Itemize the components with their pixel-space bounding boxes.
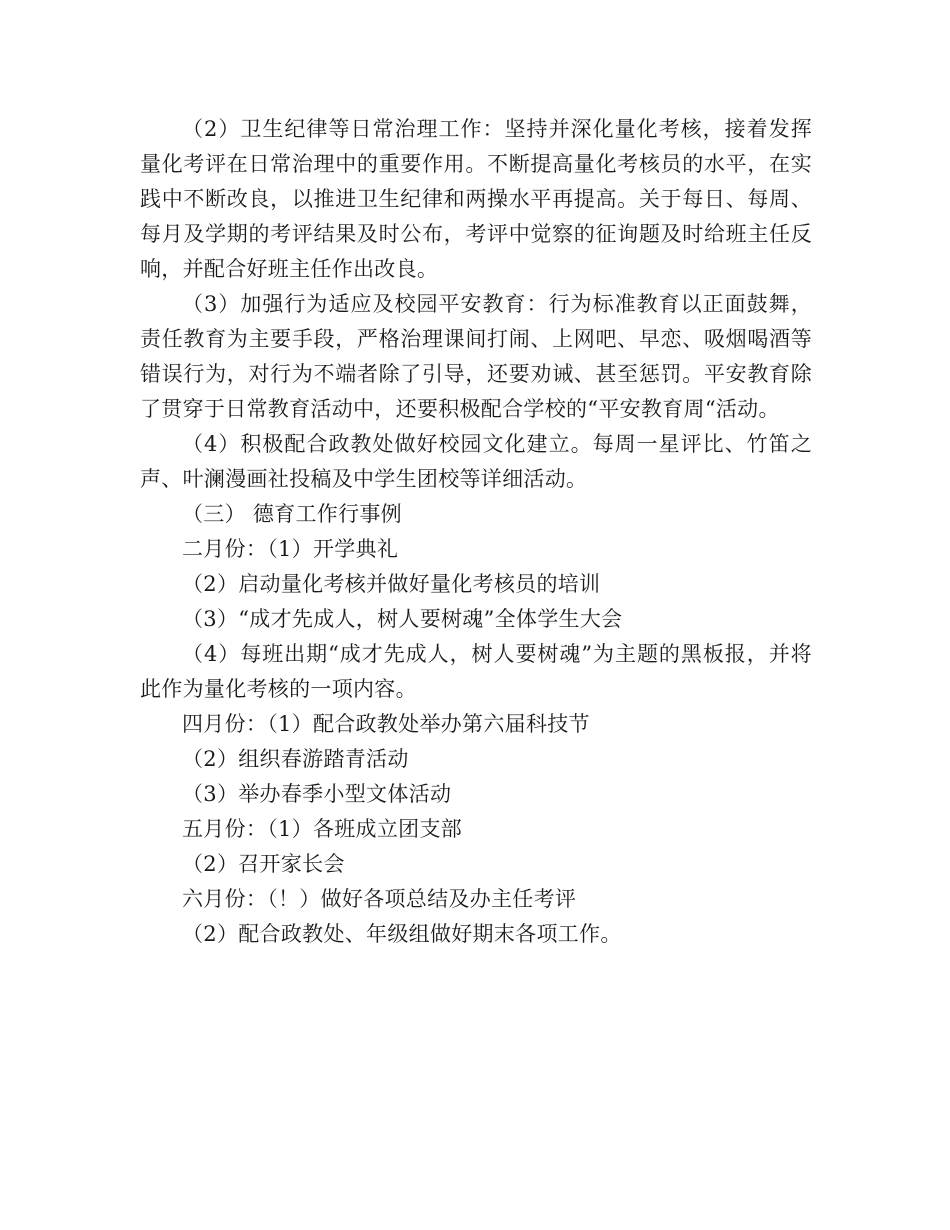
schedule-item: 二月份：（1）开学典礼 — [182, 537, 399, 561]
section-heading: （三） 德育工作行事例 — [182, 502, 402, 526]
document-body — [140, 112, 812, 952]
schedule-item: （2）组织春游踏青活动 — [182, 747, 409, 771]
schedule-item: （2）召开家长会 — [182, 852, 345, 876]
schedule-item: （3）“成才先成人，树人要树魂”全体学生大会 — [182, 607, 623, 631]
paragraph-campus-culture: （4）积极配合政教处做好校园文化建立。每周一星评比、竹笛之声、叶澜漫画社投稿及中学生团校等详细活动。 — [140, 432, 812, 491]
schedule-item: 四月份：（1）配合政教处举办第六届科技节 — [182, 712, 590, 736]
paragraph-hygiene-discipline: （2）卫生纪律等日常治理工作：坚持并深化量化考核，接着发挥量化考评在日常治理中的重要作用。不断提高量化考核员的水平，在实践中不断改良，以推进卫生纪律和两操水平再提高。关于每日、每周、每月及学期的考评结果及时公布，考评中觉察的征询题及时给班主任反响，并配合好班主任作出改良。 — [140, 117, 812, 281]
schedule-item: （2）启动量化考核并做好量化考核员的培训 — [182, 572, 601, 596]
schedule-item: 五月份：（1）各班成立团支部 — [182, 817, 463, 841]
paragraph-behavior-safety: （3）加强行为适应及校园平安教育：行为标准教育以正面鼓舞，责任教育为主要手段，严格治理课间打闹、上网吧、早恋、吸烟喝酒等错误行为，对行为不端者除了引导，还要劝诫、甚至惩罚。平安教育除了贯穿于日常教育活动中，还要积极配合学校的“平安教育周“活动。 — [140, 292, 812, 421]
schedule-item: （4）每班出期“成才先成人，树人要树魂”为主题的黑板报，并将此作为量化考核的一项内容。 — [140, 642, 812, 701]
schedule-item: （3）举办春季小型文体活动 — [182, 782, 452, 806]
schedule-item: 六月份：（！）做好各项总结及办主任考评 — [182, 887, 577, 911]
schedule-item: （2）配合政教处、年级组做好期末各项工作。 — [182, 922, 622, 946]
